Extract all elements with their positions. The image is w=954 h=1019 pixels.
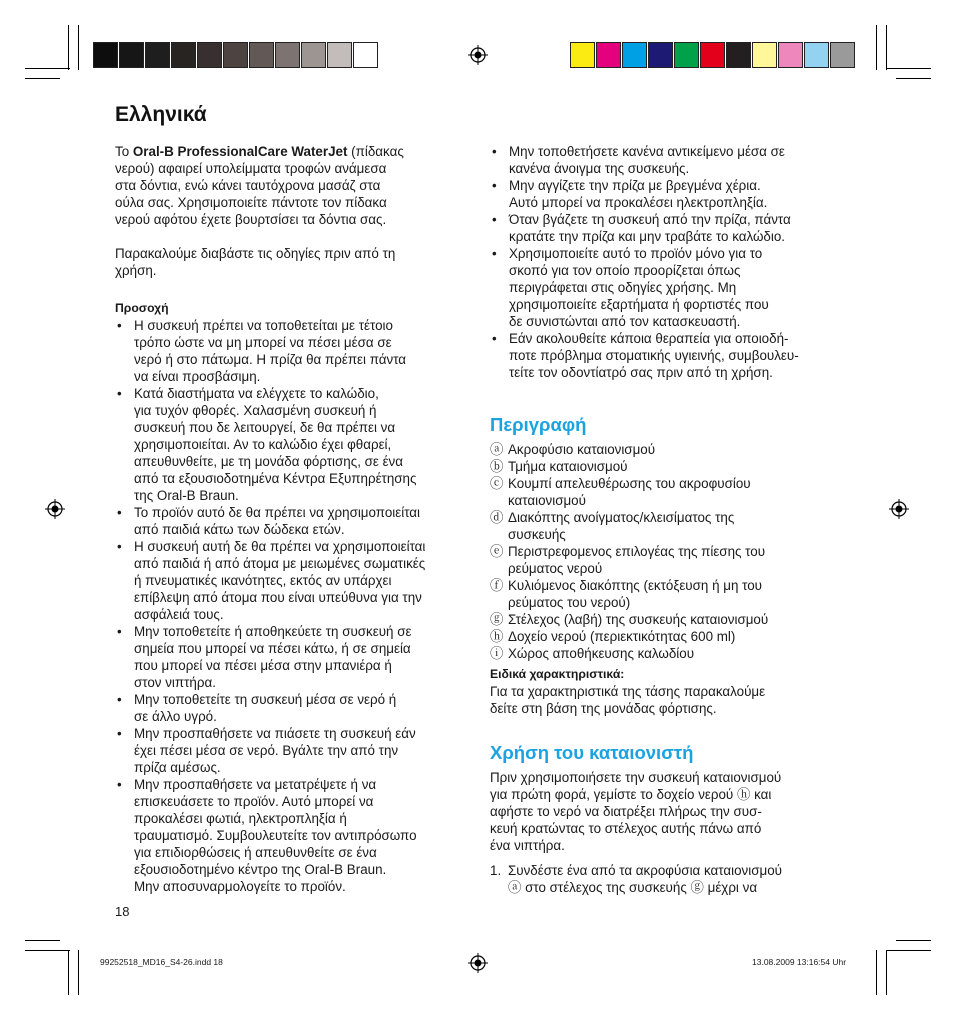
- color-swatch: [119, 42, 144, 68]
- color-swatch: [648, 42, 673, 68]
- footer-file-info: 99252518_MD16_S4-26.indd 18: [100, 957, 223, 967]
- list-item: • Μην προσπαθήσετε να μετατρέψετε ή να επισκευάσετε το προϊόν. Αυτό μπορεί να προκαλέσει φωτιά, ηλεκτροπληξία ή τραυματισμό. Συμβουλευτείτε τον αντιπρόσωπο για επιδιορθώσεις ή απευθυνθείτε σε ένα εξουσιοδοτημένο κέντρο της Oral-B Braun. Μην αποσυναρμολογείτε το προϊόν.: [115, 776, 455, 895]
- color-swatch: [596, 42, 621, 68]
- crop-mark: [25, 940, 60, 941]
- page-title: Ελληνικά: [115, 103, 207, 126]
- grayscale-calibration-bar: [93, 42, 379, 68]
- color-swatch: [752, 42, 777, 68]
- registration-mark-icon: [468, 45, 488, 65]
- color-swatch: [249, 42, 274, 68]
- color-swatch: [804, 42, 829, 68]
- color-swatch: [301, 42, 326, 68]
- step-number: 1.: [490, 863, 502, 878]
- part-item: ⓑ Τμήμα καταιονισμού: [490, 459, 628, 474]
- crop-mark: [78, 950, 79, 995]
- color-swatch: [726, 42, 751, 68]
- crop-mark: [68, 950, 69, 995]
- list-item: • Μην προσπαθήσετε να πιάσετε τη συσκευή εάν έχει πέσει μέσα σε νερό. Βγάλτε την από την πρίζα αμέσως.: [115, 725, 455, 776]
- part-item: ⓓ Διακόπτης ανοίγματος/κλεισίματος της συσκευής: [490, 510, 735, 542]
- part-item: ⓒ Κουμπί απελευθέρωσης του ακροφυσίου καταιονισμού: [490, 476, 751, 508]
- part-item: ⓕ Κυλιόμενος διακόπτης (εκτόξευση ή μη του ρεύματος του νερού): [490, 578, 762, 610]
- brand-name: Oral-B ProfessionalCare WaterJet: [132, 144, 348, 159]
- caution-list: [115, 317, 455, 895]
- crop-mark: [25, 78, 60, 79]
- crop-mark: [68, 25, 69, 70]
- usage-heading: Χρήση του καταιονιστή: [490, 742, 694, 763]
- color-swatch: [622, 42, 647, 68]
- part-marker: ⓓ: [490, 510, 504, 525]
- caution-heading: Προσοχή: [115, 301, 169, 315]
- crop-mark: [886, 68, 931, 69]
- color-swatch: [93, 42, 118, 68]
- list-item: • Κατά διαστήματα να ελέγχετε το καλώδιο, για τυχόν φθορές. Χαλασμένη συσκευή ή συσκευή που δε λειτουργεί, δε θα πρέπει να χρησιμοποιείται. Αν το καλώδιο έχει φθαρεί, απευθυνθείτε, με τη μονάδα φόρτισης, σε ένα από τα εξουσιοδοτημένα Κέντρα Εξυπηρέτησης της Oral-B Braun.: [115, 385, 455, 504]
- part-marker: ⓑ: [490, 459, 504, 474]
- crop-mark: [876, 950, 877, 995]
- page-number: 18: [115, 904, 130, 919]
- registration-mark-icon: [889, 499, 909, 519]
- registration-mark-icon: [45, 499, 65, 519]
- description-heading: Περιγραφή: [490, 414, 587, 435]
- list-item: • Όταν βγάζετε τη συσκευή από την πρίζα, πάντα κρατάτε την πρίζα και μην τραβάτε το καλώδιο.: [490, 211, 840, 245]
- color-swatch: [674, 42, 699, 68]
- part-item: ⓘ Χώρος αποθήκευσης καλωδίου: [490, 646, 695, 661]
- color-swatch: [197, 42, 222, 68]
- crop-mark: [25, 68, 70, 69]
- usage-intro: Πριν χρησιμοποιήσετε την συσκευή καταιονισμού για πρώτη φορά, γεμίστε το δοχείο νερού ⓗ και αφήστε το νερό να διατρέξει πλήρως την συσ- κευή κρατώντας το στέλεχος αυτής πάνω από ένα νιπτήρα.: [490, 770, 782, 853]
- list-item: • Χρησιμοποιείτε αυτό το προϊόν μόνο για το σκοπό για τον οποίο προορίζεται όπως περιγράφεται στις οδηγίες χρήσης. Μη χρησιμοποιείτε εξαρτήματα ή φορτιστές που δε συνιστώνται από τον κατασκευαστή.: [490, 245, 840, 330]
- color-swatch: [778, 42, 803, 68]
- color-swatch: [223, 42, 248, 68]
- part-marker: ⓔ: [490, 544, 504, 559]
- intro-prefix: Το: [115, 144, 133, 159]
- color-swatch: [145, 42, 170, 68]
- list-item: • Η συσκευή αυτή δε θα πρέπει να χρησιμοποιείται από παιδιά ή από άτομα με μειωμένες σωματικές ή πνευματικές ικανότητες, εκτός αν υπάρχει επίβλεψη από άτομα που είναι υπεύθυνα για την ασφάλειά τους.: [115, 538, 455, 623]
- part-marker: ⓒ: [490, 476, 504, 491]
- part-marker: ⓘ: [490, 646, 504, 661]
- part-item: ⓖ Στέλεχος (λαβή) της συσκευής καταιονισμού: [490, 612, 769, 627]
- color-swatch: [327, 42, 352, 68]
- part-marker: ⓕ: [490, 578, 504, 593]
- registration-mark-icon: [468, 953, 488, 973]
- crop-mark: [78, 25, 79, 70]
- list-item: • Το προϊόν αυτό δε θα πρέπει να χρησιμοποιείται από παιδιά κάτω των δώδεκα ετών.: [115, 504, 455, 538]
- color-swatch: [700, 42, 725, 68]
- right-column: [490, 143, 840, 896]
- crop-mark: [886, 950, 887, 995]
- list-item: • Μην τοποθετείτε τη συσκευή μέσα σε νερό ή σε άλλο υγρό.: [115, 691, 455, 725]
- specs-text: Για τα χαρακτηριστικά της τάσης παρακαλούμε δείτε στη βάση της μονάδας φόρτισης.: [490, 684, 766, 716]
- part-item: ⓗ Δοχείο νερού (περιεκτικότητας 600 ml): [490, 629, 736, 644]
- list-item: • Εάν ακολουθείτε κάποια θεραπεία για οποιοδή- ποτε πρόβλημα στοματικής υγιεινής, συμβουλευ- τείτε τον οδοντίατρό σας πριν από τη χρήση.: [490, 330, 840, 381]
- specs-heading: Ειδικά χαρακτηριστικά:: [490, 667, 625, 681]
- intro-paragraph: [115, 143, 455, 228]
- part-marker: ⓖ: [490, 612, 504, 627]
- caution-list-continued: [490, 143, 840, 381]
- crop-mark: [886, 950, 931, 951]
- crop-mark: [876, 25, 877, 70]
- color-swatch: [171, 42, 196, 68]
- crop-mark: [25, 950, 70, 951]
- color-calibration-bar: [570, 42, 856, 68]
- color-swatch: [353, 42, 378, 68]
- footer-timestamp: 13.08.2009 13:16:54 Uhr: [752, 957, 847, 967]
- part-marker: ⓐ: [490, 442, 504, 457]
- color-swatch: [570, 42, 595, 68]
- list-item: • Μην αγγίζετε την πρίζα με βρεγμένα χέρια. Αυτό μπορεί να προκαλέσει ηλεκτροπληξία.: [490, 177, 840, 211]
- crop-mark: [896, 940, 931, 941]
- crop-mark: [896, 78, 931, 79]
- list-item: • Η συσκευή πρέπει να τοποθετείται με τέτοιο τρόπο ώστε να μη μπορεί να πέσει μέσα σε νερό ή στο πάτωμα. Η πρίζα θα πρέπει πάντα να είναι προσβάσιμη.: [115, 317, 455, 385]
- part-item: ⓐ Ακροφύσιο καταιονισμού: [490, 442, 656, 457]
- list-item: • Μην τοποθετείτε ή αποθηκεύετε τη συσκευή σε σημεία που μπορεί να πέσει κάτω, ή σε σημεία που μπορεί να πέσει μέσα στην μπανιέρα ή στον νιπτήρα.: [115, 623, 455, 691]
- left-column: [115, 143, 455, 895]
- color-swatch: [830, 42, 855, 68]
- parts-list: [490, 441, 840, 662]
- read-instructions-note: Παρακαλούμε διαβάστε τις οδηγίες πριν από τη χρήση.: [115, 246, 396, 278]
- intro-text: (πίδακας νερού) αφαιρεί υπολείμματα τροφών ανάμεσα στα δόντια, ενώ κάνει ταυτόχρονα μασάζ στα ούλα σας. Χρησιμοποιείτε πάντοτε τον πίδακα νερού αφότου έχετε βουρτσίσει τα δόντια σας.: [115, 144, 404, 227]
- part-marker: ⓗ: [490, 629, 504, 644]
- crop-mark: [886, 25, 887, 70]
- color-swatch: [275, 42, 300, 68]
- usage-step: [490, 862, 840, 896]
- part-item: ⓔ Περιστρεφομενος επιλογέας της πίεσης του ρεύματος νερού: [490, 544, 766, 576]
- list-item: • Μην τοποθετήσετε κανένα αντικείμενο μέσα σε κανένα άνοιγμα της συσκευής.: [490, 143, 840, 177]
- step-text: Συνδέστε ένα από τα ακροφύσια καταιονισμού ⓐ στο στέλεχος της συσκευής ⓖ μέχρι να: [508, 863, 782, 895]
